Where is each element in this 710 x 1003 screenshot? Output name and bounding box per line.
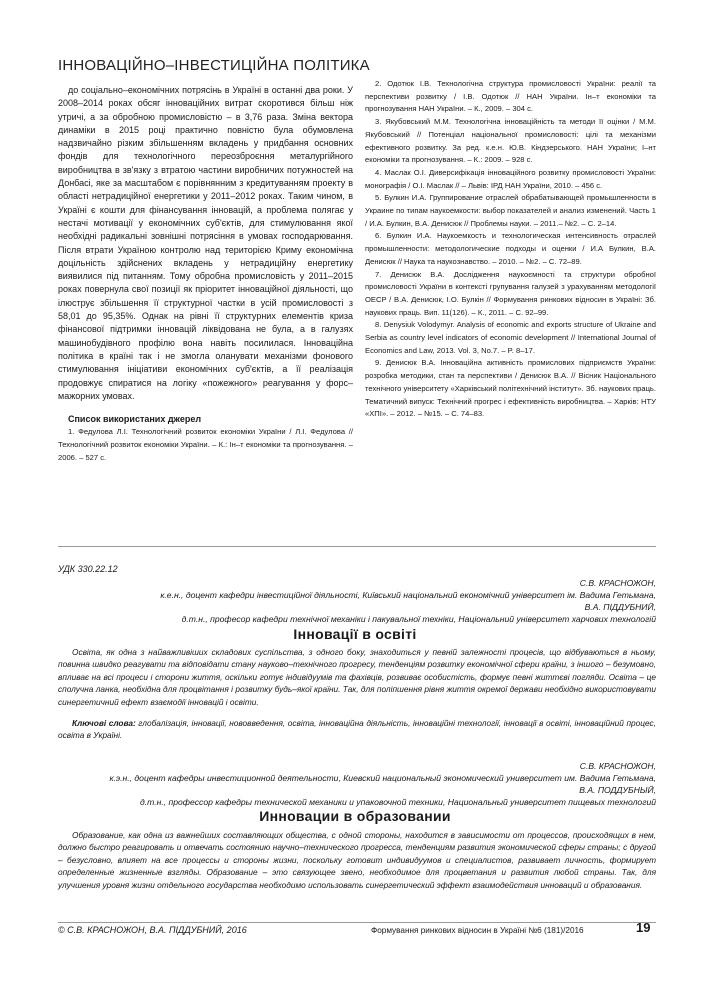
- author-name: В.А. ПОДДУБНЫЙ,: [579, 785, 656, 795]
- references-title: Список використаних джерел: [68, 414, 202, 425]
- author-affiliation: к.э.н., доцент кафедры инвестиционной деятельности, Киевский национальный экономический университет им. Вадима Гетьмана,: [109, 773, 656, 783]
- keywords-text: глобалізація, інновації, нововведення, освіта, інноваційна діяльність, інноваційні технології, інновації в освіті, інноваційний процес, освіта в Україні.: [58, 718, 656, 741]
- reference-item: 1. Федулова Л.І. Технологічний розвиток економіки України / Л.І. Федулова // Технологічний розвиток економіки України. – К.: Ін–т економіки та прогнозування. – 2006. – 527 с.: [58, 427, 353, 462]
- abstract: [58, 646, 656, 742]
- reference-item: 9. Денисюк В.А. Інноваційна активність промислових підприємств України: розробка методики, стан та перспективи / Денисюк В.А. // Вісник Національного технічного університету «Харківський політехнічний інститут». Зб. наукових праць. Тематичний випуск: Технічний прогрес і ефективність виробництва. – Харків: НТУ «ХПІ». – 2012. – №15. – С. 74–83.: [365, 358, 656, 419]
- article-title: Инновации в образовании: [259, 808, 451, 824]
- body-paragraph: до соціально–економічних потрясінь в Україні в останні два роки. У 2008–2014 роках обсяг інноваційних витрат скоротився більш ніж утричі, а за обробною промисловістю – в 3,76 раза. Зміна вектора динаміки в 2015 році практично повністю була обумовлена надзвичайно різким збільшенням вкладень у придбання основних фондів для технологічного переозброєння металургійного виробництва в зв'язку з втратою частини виробничих потужностей на Донбасі, яке за масштабом є порівнянним з кредитуванням проекту в області нетрадиційної енергетики у 2011–2012 роках. Таким чином, в Україні є кошти для фінансування інновацій, а проблема полягає у нестачі мотивації у економічних суб'єктів, для стимулювання якої необхідні радикальні зовнішні потрясіння в умовах господарювання. Після втрати Україною контролю над територією Криму економічна доцільність здійснених вкладень у нетрадиційну енергетику виявилися під питанням. Тому обробна промисловість у 2011–2015 роках повернула свої позиції як пріоритет інноваційної діяльності, що ілюструє збільшення її структурної частки в усій промисловості з 58,01 до 95,35%. Однак на рівні її структурних елементів криза фінансової підтримки інновацій ліквідована не була, а в галузях машинобудівного профілю вона навіть посилилася. Інноваційна політика в країні так і не змогла оланувати механізми фонового стимулювання ініціативи економічних суб'єктів, а її реалізація продовжує спиратися на логіку «пожежного» реагування у форс–мажорних умовах.: [58, 85, 353, 401]
- right-column: [365, 78, 656, 421]
- reference-item: 5. Булкин И.А. Группирование отраслей обрабатывающей промышленности в Украине по типам наукоемкости: выбор показателей и анализ изменений. Часть 1 / И.А. Булкин, В.А. Денисюк // Проблемы науки. – 2011.– №2. – С. 2–14.: [365, 193, 656, 228]
- reference-item: 4. Маслак О.І. Диверсифікація інноваційного розвитку промисловості України: монографія / О.І. Маслак // – Львів: ІРД НАН України, 2010. – 456 с.: [365, 167, 656, 190]
- reference-item: 7. Денисюк В.А. Дослідження наукоємності та структури обробної промисловості України в контексті групування галузей з урахуванням методології OECP / В.А. Денисюк, І.О. Булкін // Формування ринкових відносин в Україні: Зб. наукових праць. Вип. 11(126). – К., 2011. – С. 92–99.: [365, 269, 656, 317]
- abstract-text: Освіта, як одна з найважливіших складових суспільства, з одного боку, знаходиться у певній залежності процесів, що відбуваються в ньому, повинна швидко реагувати та відповідати стану науково–технічного прогресу, тенденціям розвитку економічної сфери країни, з іншого – безумовно, впливає на всі процеси і сторони життя, оскільки готує індивідуумів та фахівців, розвиває особистість, формує певні життєві погляди. Освіта – це сполучна ланка, необхідна для процвітання і розвитку будь–якої країни. Так, для поліпшення рівня життя окремої держави необхідно використовувати синергетичний ефект взаємодії інновацій і освіти.: [58, 647, 656, 707]
- reference-item: 2. Одотюк І.В. Технологічна структура промисловості України: реалії та перспективи розвитку / І.В. Одотюк // НАН України. Ін–т економіки та прогнозування НАН України. – К., 2009. – 304 с.: [365, 79, 656, 114]
- journal-name: Формування ринкових відносин в Україні №6 (181)/2016: [371, 926, 584, 935]
- author-name: С.В. КРАСНОЖОН,: [579, 761, 656, 771]
- author-affiliation: к.е.н., доцент кафедри інвестиційної діяльності, Київський національний економічний університет ім. Вадима Гетьмана,: [160, 590, 656, 600]
- author-affiliation: д.т.н., професор кафедри технічної механіки і пакувальної техніки, Національний університет харчових технологій: [181, 614, 656, 624]
- page-number: 19: [636, 920, 651, 935]
- article-title: Інновації в освіті: [293, 626, 417, 642]
- reference-item: 6. Булкин И.А. Наукоемкость и технологическая интенсивность отраслей промышленности: методологические подходы и оценки / И.А Булкин, В.А. Денисюк // Наука та наукознавство. – 2010. – №2. – С. 72–89.: [365, 231, 656, 266]
- section-divider: [58, 546, 656, 547]
- footer-divider: [58, 922, 656, 923]
- abstract-text: Образование, как одна из важнейших составляющих общества, с одной стороны, находится в зависимости от процессов, происходящих в нем, должно быстро реагировать и отвечать состоянию научно–технического прогресса, тенденциям развития экономической сферы страны; с другой – безусловно, влияет на все процессы и стороны жизни, поскольку готовит индивидуумов и специалистов, развивает личность, формирует определенные жизненные взгляды. Образование – это связующее звено, необходимое для процветания и развития любой страны. Так, для улучшения уровня жизни отдельного государства необходимо использовать синергетический эффект взаимодействия инноваций и образования.: [58, 830, 656, 890]
- author-affiliation: д.т.н., профессор кафедры технической механики и упаковочной техники, Национальный университет пищевых технологий: [140, 797, 656, 807]
- udk-code: УДК 330.22.12: [58, 564, 118, 574]
- author-name: В.А. ПІДДУБНИЙ,: [584, 602, 656, 612]
- keywords-label: Ключові слова:: [72, 718, 136, 729]
- reference-item: 8. Denysiuk Volodymyr. Analysis of economic and exports structure of Ukraine and Serbia as country level indicators of economic development // International Journal of Economics and Law, 2013. Vol. 3, No.7. – P. 8–17.: [365, 320, 656, 355]
- author-name: С.В. КРАСНОЖОН,: [579, 578, 656, 588]
- copyright: © С.В. КРАСНОЖОН, В.А. ПІДДУБНИЙ, 2016: [58, 925, 247, 935]
- keywords: [58, 717, 656, 742]
- abstract: [58, 829, 656, 891]
- reference-item: 3. Якубовський М.М. Технологічна інноваційність та методи її оцінки / М.М. Якубовський // Потенціал національної промисловості: цілі та механізми ефективного розвитку. За ред. к.е.н. Ю.В. Кіндзерського. НАН України; І–нт економіки та прогнозування. – К.: 2009. – 928 с.: [365, 117, 656, 165]
- running-header: ІННОВАЦІЙНО–ІНВЕСТИЦІЙНА ПОЛІТИКА: [58, 57, 370, 74]
- left-column: [58, 84, 353, 465]
